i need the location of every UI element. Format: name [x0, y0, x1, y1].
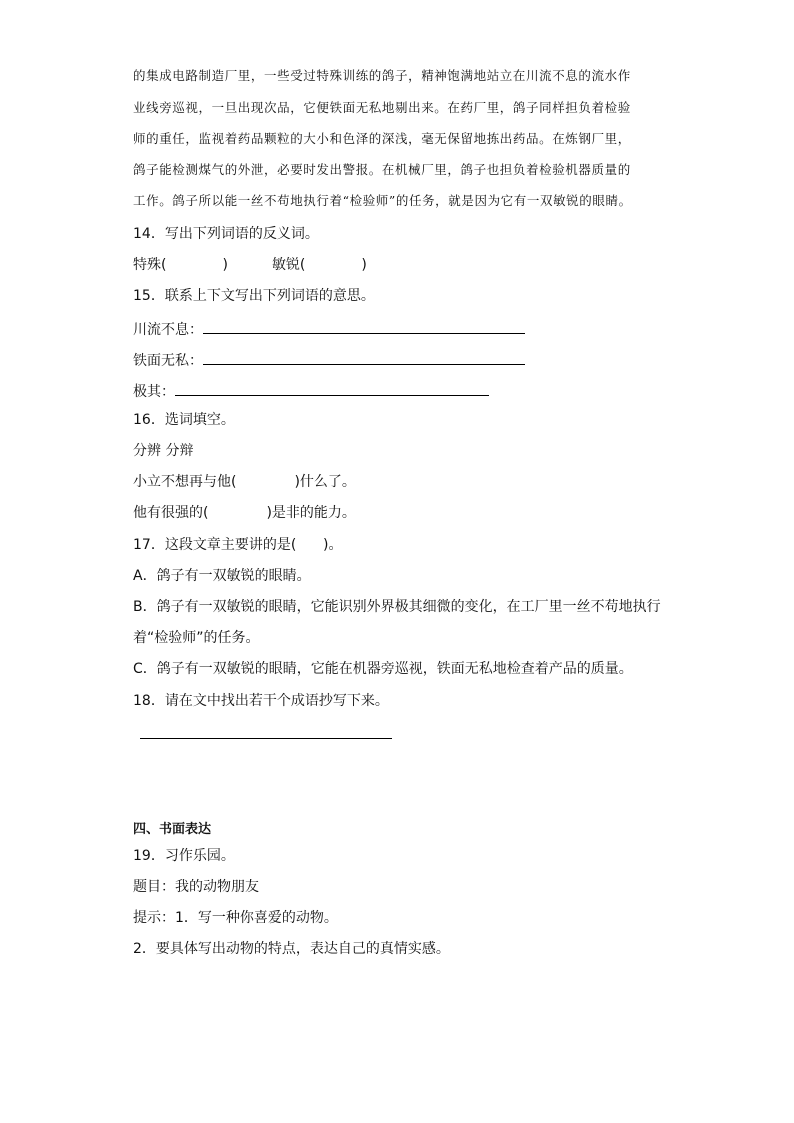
- q16-options: 分辨 分辩: [133, 443, 194, 459]
- tip-1: 提示：1．写一种你喜爱的动物。: [133, 910, 338, 926]
- option-b-cont: 着“检验师”的任务。: [133, 630, 260, 646]
- answer-line[interactable]: [140, 738, 392, 739]
- word-teshu: 特殊(: [133, 257, 167, 273]
- passage-line: 工作。鸽子所以能一丝不苟地执行着“检验师”的任务，就是因为它有一双敏锐的眼睛。: [133, 193, 632, 208]
- q15-term: 铁面无私：: [133, 353, 203, 369]
- word-minrui: 敏锐(: [271, 257, 306, 273]
- paren-close: ): [222, 257, 228, 273]
- section-heading: 四、书面表达: [133, 822, 212, 837]
- passage-line: 的集成电路制造厂里，一些受过特殊训练的鸽子，精神饱满地站立在川流不息的流水作: [133, 68, 631, 83]
- answer-line[interactable]: [203, 348, 525, 365]
- question-17: 17．这段文章主要讲的是( )。: [133, 537, 343, 553]
- paren-close: ): [361, 257, 367, 273]
- question-19: 19．习作乐园。: [133, 848, 235, 864]
- tip-2: 2．要具体写出动物的特点，表达自己的真情实感。: [133, 941, 450, 957]
- question-18: 18．请在文中找出若干个成语抄写下来。: [133, 693, 389, 709]
- q16-sentence-1: [133, 472, 356, 492]
- q15-term: 极其：: [133, 384, 175, 400]
- sentence-text: 小立不想再与他(: [133, 474, 237, 490]
- q15-item-1: [133, 317, 525, 340]
- answer-line[interactable]: [175, 379, 489, 396]
- passage-line: 师的重任，监视着药品颗粒的大小和色泽的深浅，毫无保留地拣出药品。在炼钢厂里，: [133, 131, 631, 146]
- answer-line[interactable]: [203, 317, 525, 334]
- q15-item-3: [133, 379, 489, 402]
- essay-title: 题目：我的动物朋友: [133, 879, 259, 895]
- q15-term: 川流不息：: [133, 322, 203, 338]
- option-b[interactable]: B．鸽子有一双敏锐的眼睛，它能识别外界极其细微的变化，在工厂里一丝不苟地执行: [133, 599, 661, 615]
- passage-line: 业线旁巡视，一旦出现次品，它便铁面无私地剔出来。在药厂里，鸽子同样担负着检验: [133, 100, 631, 115]
- sentence-text: )什么了。: [294, 474, 356, 490]
- passage-line: 鸽子能检测煤气的外泄，必要时发出警报。在机械厂里，鸽子也担负着检验机器质量的: [133, 162, 631, 177]
- sentence-text: )是非的能力。: [266, 505, 356, 521]
- question-15: 15．联系上下文写出下列词语的意思。: [133, 288, 375, 304]
- option-a[interactable]: A．鸽子有一双敏锐的眼睛。: [133, 568, 311, 584]
- q16-sentence-2: [133, 503, 356, 523]
- question-16: 16．选词填空。: [133, 412, 235, 428]
- q15-item-2: [133, 348, 525, 371]
- option-c[interactable]: C．鸽子有一双敏锐的眼睛，它能在机器旁巡视，铁面无私地检查着产品的质量。: [133, 661, 633, 677]
- question-14-words: [133, 255, 367, 275]
- question-14: 14．写出下列词语的反义词。: [133, 226, 319, 242]
- sentence-text: 他有很强的(: [133, 505, 209, 521]
